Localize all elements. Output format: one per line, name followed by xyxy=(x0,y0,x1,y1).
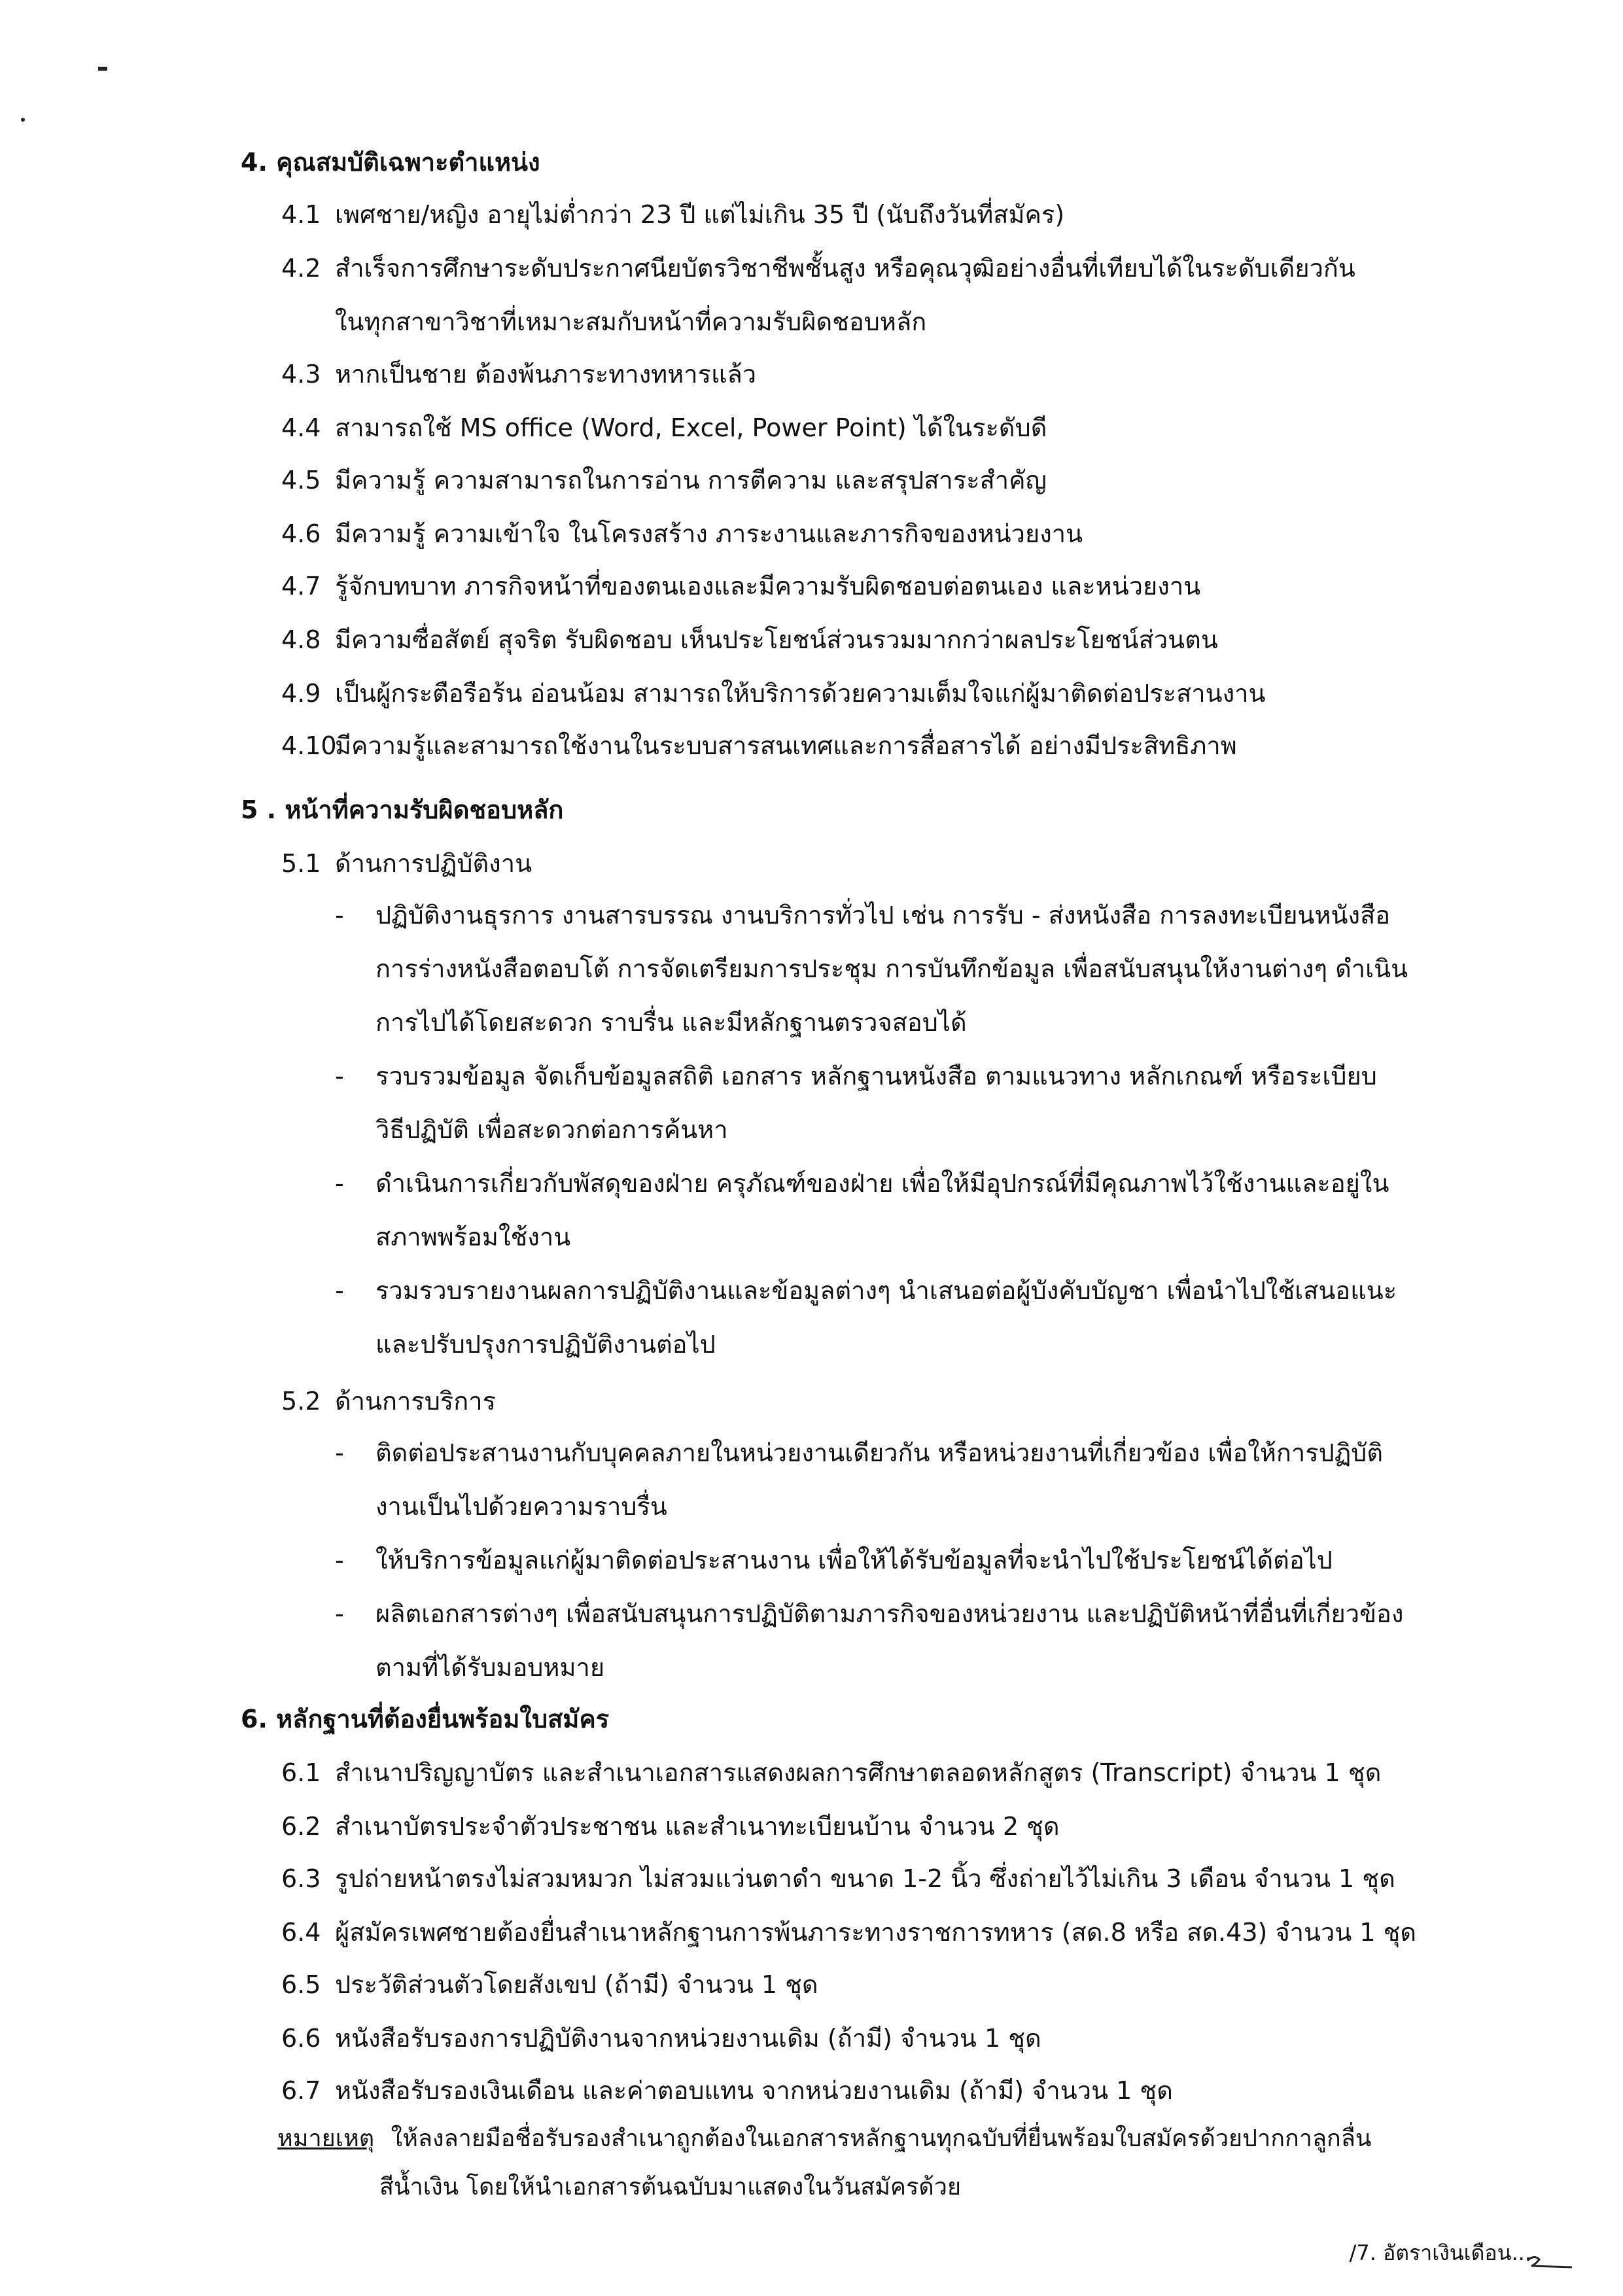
item-continuation: ในทุกสาขาวิชาที่เหมาะสมกับหน้าที่ความรับผิดชอบหลัก xyxy=(335,307,927,336)
bullet-line: การไปได้โดยสะดวก ราบรื่น และมีหลักฐานตรวจสอบได้ xyxy=(375,1008,967,1037)
item-number: 6.7 xyxy=(281,2076,321,2105)
section-6-heading: 6. หลักฐานที่ต้องยื่นพร้อมใบสมัคร xyxy=(241,1705,610,1733)
list-item xyxy=(281,408,1047,447)
bullet-dash: - xyxy=(335,1169,344,1198)
bullet-line: รวบรวมข้อมูล จัดเก็บข้อมูลสถิติ เอกสาร หลักฐานหนังสือ ตามแนวทาง หลักเกณฑ์ หรือระเบียบ xyxy=(375,1062,1377,1090)
subsection-title: ด้านการปฏิบัติงาน xyxy=(335,849,532,878)
item-number: 4.7 xyxy=(281,572,321,600)
note-label: หมายเหตุ xyxy=(277,2125,375,2152)
item-text: ผู้สมัครเพศชายต้องยื่นสำเนาหลักฐานการพ้นภาระทางราชการทหาร (สด.8 หรือ สด.43) จำนวน 1 ชุด xyxy=(335,1918,1417,1947)
page-continuation: /7. อัตราเงินเดือน... xyxy=(1349,2240,1531,2265)
item-number: 6.6 xyxy=(281,2024,321,2053)
subsection-5-1 xyxy=(281,844,532,883)
bullet-item xyxy=(335,1049,1512,1157)
item-number: 4.2 xyxy=(281,254,321,283)
item-number: 4.8 xyxy=(281,625,321,654)
item-text: หนังสือรับรองการปฏิบัติงานจากหน่วยงานเดิม (ถ้ามี) จำนวน 1 ชุด xyxy=(335,2024,1041,2053)
bullet-item xyxy=(335,1587,1512,1694)
item-number: 4.6 xyxy=(281,519,321,548)
list-item xyxy=(281,2071,1173,2110)
item-number: 6.3 xyxy=(281,1864,321,1893)
item-text: มีความรู้ ความเข้าใจ ในโครงสร้าง ภาระงานและภารกิจของหน่วยงาน xyxy=(335,519,1083,548)
item-number: 6.4 xyxy=(281,1918,321,1947)
item-text: มีความรู้ ความสามารถในการอ่าน การตีความ และสรุปสาระสำคัญ xyxy=(335,466,1047,495)
bullet-item xyxy=(335,1533,1512,1587)
bullet-text xyxy=(375,1587,1403,1694)
list-item xyxy=(281,1753,1381,1792)
bullet-item xyxy=(335,1264,1512,1371)
bullet-dash: - xyxy=(335,901,344,930)
item-number: 4.1 xyxy=(281,200,321,229)
list-item xyxy=(281,195,1064,234)
item-number: 4.3 xyxy=(281,360,321,389)
list-item xyxy=(281,355,756,394)
item-text: หากเป็นชาย ต้องพ้นภาระทางทหารแล้ว xyxy=(335,360,757,389)
bullet-line: ปฏิบัติงานธุรการ งานสารบรรณ งานบริการทั่วไป เช่น การรับ - ส่งหนังสือ การลงทะเบียนหนังสือ xyxy=(375,901,1391,930)
bullet-line: รวมรวบรายงานผลการปฏิบัติงานและข้อมูลต่างๆ นำเสนอต่อผู้บังคับบัญชา เพื่อนำไปใช้เสนอแนะ xyxy=(375,1276,1397,1305)
list-item xyxy=(281,620,1218,659)
item-text: รูปถ่ายหน้าตรงไม่สวมหมวก ไม่สวมแว่นตาดำ ขนาด 1-2 นิ้ว ซึ่งถ่ายไว้ไม่เกิน 3 เดือน จำนวน 1 ชุด xyxy=(335,1864,1395,1893)
item-number: 5.2 xyxy=(281,1387,321,1416)
section-4-heading: 4. คุณสมบัติเฉพาะตำแหน่ง xyxy=(241,148,540,177)
list-item xyxy=(281,1859,1395,1898)
item-text: เป็นผู้กระตือรือร้น อ่อนน้อม สามารถให้บริการด้วยความเต็มใจแก่ผู้มาติดต่อประสานงาน xyxy=(335,679,1266,708)
list-item xyxy=(281,461,1047,500)
bullet-text xyxy=(375,1264,1397,1371)
item-number: 4.9 xyxy=(281,679,321,708)
initials-mark xyxy=(1525,2252,1577,2271)
item-number: 4.10 xyxy=(281,731,337,760)
item-number: 6.1 xyxy=(281,1758,321,1787)
bullet-text xyxy=(375,888,1408,1049)
bullet-dash: - xyxy=(335,1062,344,1090)
item-text: หนังสือรับรองเงินเดือน และค่าตอบแทน จากหน่วยงานเดิม (ถ้ามี) จำนวน 1 ชุด xyxy=(335,2076,1173,2105)
item-text: ประวัติส่วนตัวโดยสังเขป (ถ้ามี) จำนวน 1 ชุด xyxy=(335,1970,818,1999)
item-number: 5.1 xyxy=(281,849,321,878)
bullet-line: ตามที่ได้รับมอบหมาย xyxy=(375,1653,605,1682)
bullet-item xyxy=(335,1426,1512,1533)
bullet-dash: - xyxy=(335,1599,344,1628)
note-text: ให้ลงลายมือชื่อรับรองสำเนาถูกต้องในเอกสารหลักฐานทุกฉบับที่ยื่นพร้อมใบสมัครด้วยปากกาลูกลื่น xyxy=(391,2125,1372,2152)
list-item xyxy=(281,249,1355,288)
bullet-text xyxy=(375,1426,1383,1533)
note-line xyxy=(277,2119,1372,2159)
list-item xyxy=(281,2019,1041,2058)
bullet-line: งานเป็นไปด้วยความราบรื่น xyxy=(375,1492,667,1521)
item-text: สามารถใช้ MS office (Word, Excel, Power Point) ได้ในระดับดี xyxy=(335,413,1047,442)
bullet-line: ผลิตเอกสารต่างๆ เพื่อสนับสนุนการปฏิบัติตามภารกิจของหน่วยงาน และปฏิบัติหน้าที่อื่นที่เกี่ยวข้อง xyxy=(375,1599,1404,1628)
item-text: สำเนาปริญญาบัตร และสำเนาเอกสารแสดงผลการศึกษาตลอดหลักสูตร (Transcript) จำนวน 1 ชุด xyxy=(335,1758,1382,1787)
item-number: 4.4 xyxy=(281,413,321,442)
item-text: มีความซื่อสัตย์ สุจริต รับผิดชอบ เห็นประโยชน์ส่วนรวมมากกว่าผลประโยชน์ส่วนตน xyxy=(335,625,1218,654)
item-text: รู้จักบทบาท ภารกิจหน้าที่ของตนเองและมีความรับผิดชอบต่อตนเอง และหน่วยงาน xyxy=(335,572,1201,600)
bullet-dash: - xyxy=(335,1546,344,1574)
bullet-text xyxy=(375,1533,1333,1587)
section-5-heading: 5 . หน้าที่ความรับผิดชอบหลัก xyxy=(241,795,564,824)
scan-speck xyxy=(98,67,107,71)
bullet-line: และปรับปรุงการปฏิบัติงานต่อไป xyxy=(375,1330,716,1359)
bullet-dash: - xyxy=(335,1438,344,1467)
subsection-5-2 xyxy=(281,1382,496,1421)
item-text: เพศชาย/หญิง อายุไม่ต่ำกว่า 23 ปี แต่ไม่เกิน 35 ปี (นับถึงวันที่สมัคร) xyxy=(335,200,1065,229)
bullet-line: ติดต่อประสานงานกับบุคคลภายในหน่วยงานเดียวกัน หรือหน่วยงานที่เกี่ยวข้อง เพื่อให้การปฏิบัติ xyxy=(375,1438,1384,1467)
bullet-line: วิธีปฏิบัติ เพื่อสะดวกต่อการค้นหา xyxy=(375,1115,728,1144)
bullet-line: การร่างหนังสือตอบโต้ การจัดเตรียมการประชุม การบันทึกข้อมูล เพื่อสนับสนุนให้งานต่างๆ ดำเนิน xyxy=(375,954,1408,983)
bullet-text xyxy=(375,1157,1389,1264)
item-text: สำเนาบัตรประจำตัวประชาชน และสำเนาทะเบียนบ้าน จำนวน 2 ชุด xyxy=(335,1812,1060,1841)
list-item xyxy=(281,726,1237,765)
list-item xyxy=(281,1807,1060,1846)
list-item xyxy=(281,674,1265,713)
item-text: มีความรู้และสามารถใช้งานในระบบสารสนเทศและการสื่อสารได้ อย่างมีประสิทธิภาพ xyxy=(335,731,1237,760)
list-item xyxy=(281,514,1083,553)
item-text: สำเร็จการศึกษาระดับประกาศนียบัตรวิชาชีพชั้นสูง หรือคุณวุฒิอย่างอื่นที่เทียบได้ในระดับเดียวกัน xyxy=(335,254,1355,283)
item-number: 4.5 xyxy=(281,466,321,495)
bullet-item xyxy=(335,888,1512,1049)
scan-speck xyxy=(21,118,25,122)
item-number: 6.5 xyxy=(281,1970,321,1999)
bullet-line: ดำเนินการเกี่ยวกับพัสดุของฝ่าย ครุภัณฑ์ของฝ่าย เพื่อให้มีอุปกรณ์ที่มีคุณภาพไว้ใช้งานและอยู่ใน xyxy=(375,1169,1389,1198)
bullet-dash: - xyxy=(335,1276,344,1305)
bullet-line: สภาพพร้อมใช้งาน xyxy=(375,1223,571,1251)
bullet-text xyxy=(375,1049,1377,1157)
list-item xyxy=(281,566,1200,606)
subsection-title: ด้านการบริการ xyxy=(335,1387,497,1416)
list-item xyxy=(281,1965,818,2004)
bullet-item xyxy=(335,1157,1512,1264)
item-number: 6.2 xyxy=(281,1812,321,1841)
note-continuation: สีน้ำเงิน โดยให้นำเอกสารต้นฉบับมาแสดงในวันสมัครด้วย xyxy=(379,2174,962,2200)
list-item xyxy=(281,1913,1416,1952)
bullet-line: ให้บริการข้อมูลแก่ผู้มาติดต่อประสานงาน เพื่อให้ได้รับข้อมูลที่จะนำไปใช้ประโยชน์ได้ต่อไป xyxy=(375,1546,1333,1574)
